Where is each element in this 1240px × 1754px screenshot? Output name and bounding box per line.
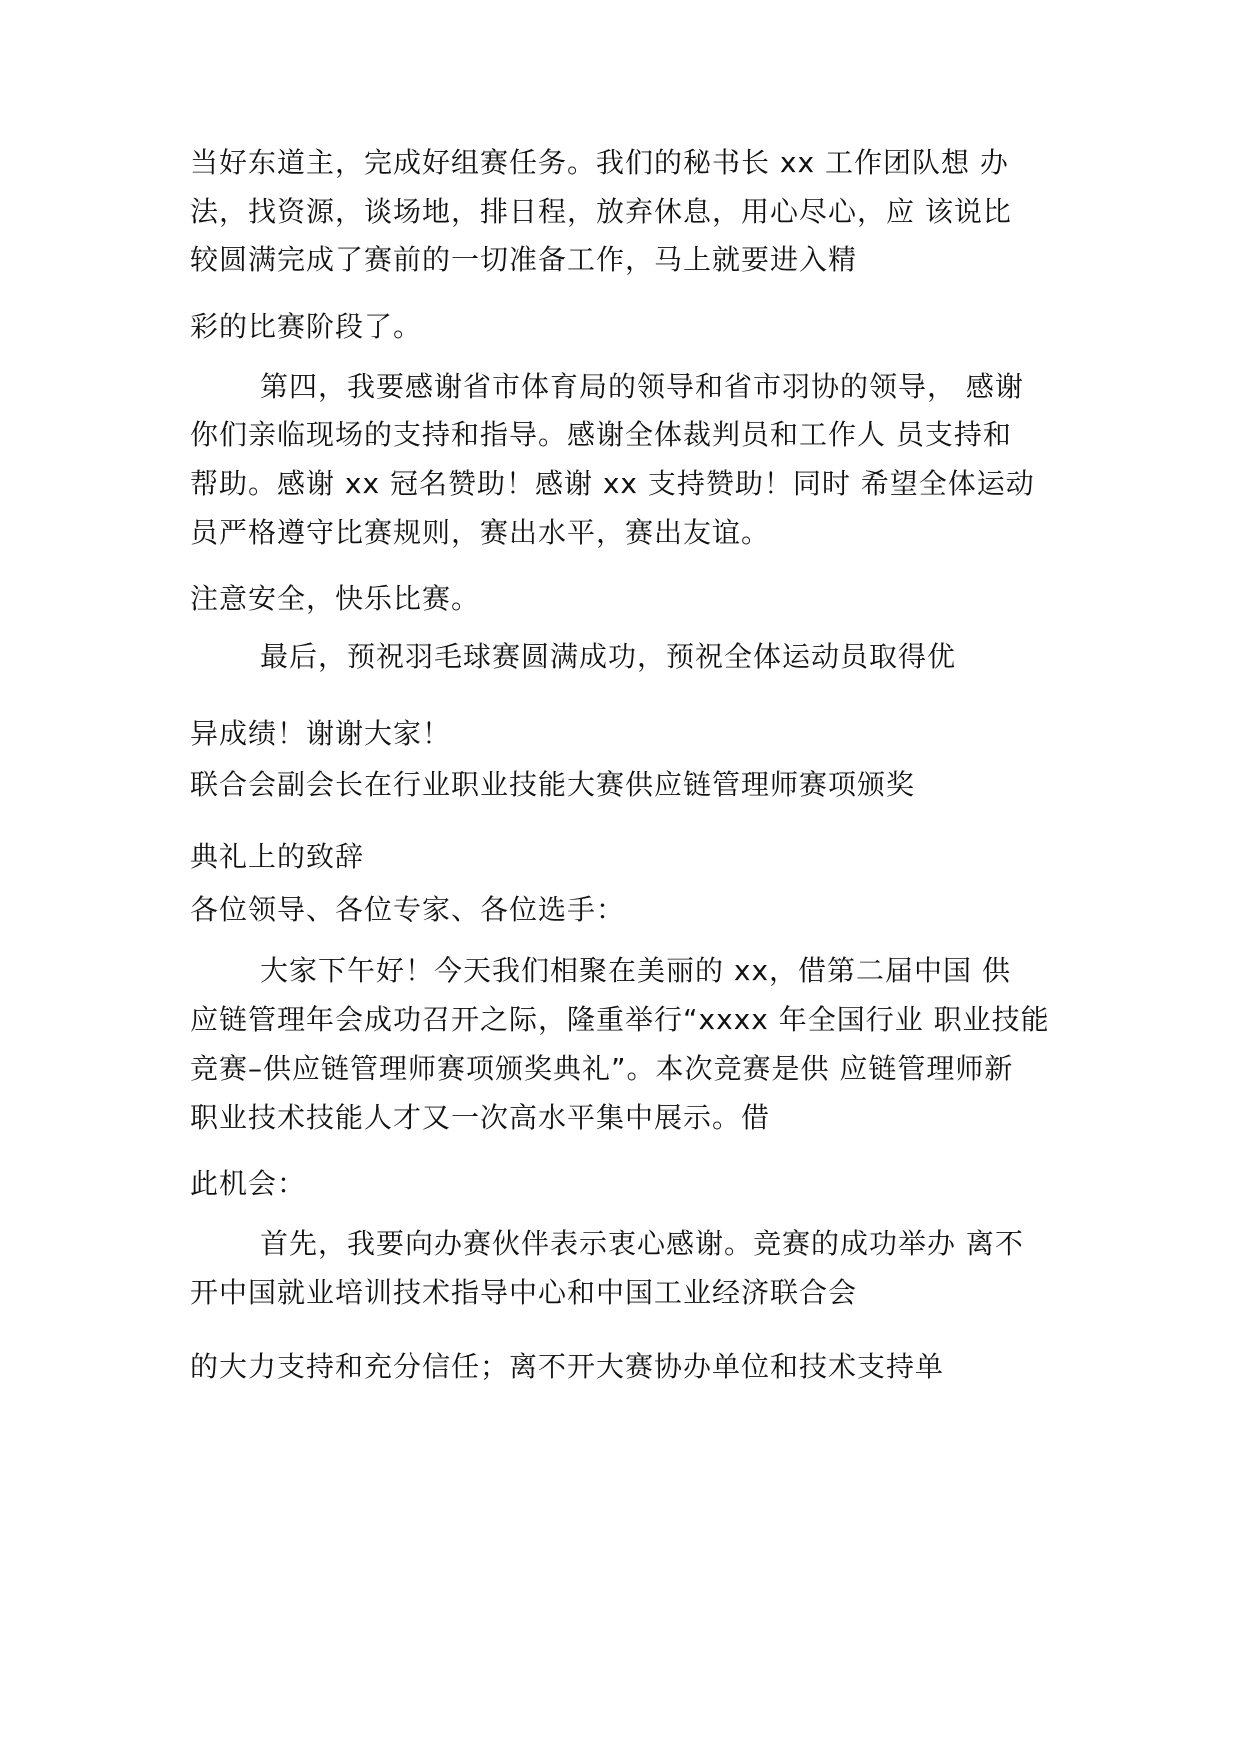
text-line: 较圆满完成了赛前的一切准备工作，马上就要进入精 bbox=[190, 243, 858, 276]
text-line: 你们亲临现场的支持和指导。感谢全体裁判员和工作人 员支持和 bbox=[190, 418, 1012, 451]
text-line: 注意安全，快乐比赛。 bbox=[190, 582, 481, 615]
text-line: 当好东道主，完成好组赛任务。我们的秘书长 xx 工作团队想 办 bbox=[190, 146, 1009, 179]
text-line: 应链管理年会成功召开之际，隆重举行“xxxx 年全国行业 职业技能 bbox=[190, 1003, 1050, 1036]
text-line: 首先，我要向办赛伙伴表示衷心感谢。竞赛的成功举办 离不 bbox=[260, 1227, 1024, 1260]
text-line: 大家下午好！今天我们相聚在美丽的 xx，借第二届中国 供 bbox=[260, 954, 1011, 987]
text-line: 此机会： bbox=[190, 1167, 307, 1200]
text-line: 典礼上的致辞 bbox=[190, 840, 365, 873]
text-line: 职业技术技能人才又一次高水平集中展示。借 bbox=[190, 1101, 771, 1134]
text-line: 法，找资源，谈场地，排日程，放弃休息，用心尽心，应 该说比 bbox=[190, 195, 1012, 228]
text-line: 各位领导、各位专家、各位选手： bbox=[190, 893, 626, 926]
text-line: 帮助。感谢 xx 冠名赞助！感谢 xx 支持赞助！同时 希望全体运动 bbox=[190, 467, 1035, 500]
text-line: 员严格遵守比赛规则，赛出水平，赛出友谊。 bbox=[190, 516, 771, 549]
text-line: 联合会副会长在行业职业技能大赛供应链管理师赛项颁奖 bbox=[190, 768, 916, 801]
text-line: 最后，预祝羽毛球赛圆满成功，预祝全体运动员取得优 bbox=[260, 640, 957, 673]
text-line: 第四，我要感谢省市体育局的领导和省市羽协的领导， 感谢 bbox=[260, 370, 1024, 403]
text-line: 的大力支持和充分信任；离不开大赛协办单位和技术支持单 bbox=[190, 1350, 945, 1383]
text-line: 异成绩！谢谢大家！ bbox=[190, 717, 452, 750]
text-line: 彩的比赛阶段了。 bbox=[190, 310, 423, 343]
text-line: 开中国就业培训技术指导中心和中国工业经济联合会 bbox=[190, 1276, 858, 1309]
text-line: 竞赛–供应链管理师赛项颁奖典礼”。本次竞赛是供 应链管理师新 bbox=[190, 1052, 1014, 1085]
